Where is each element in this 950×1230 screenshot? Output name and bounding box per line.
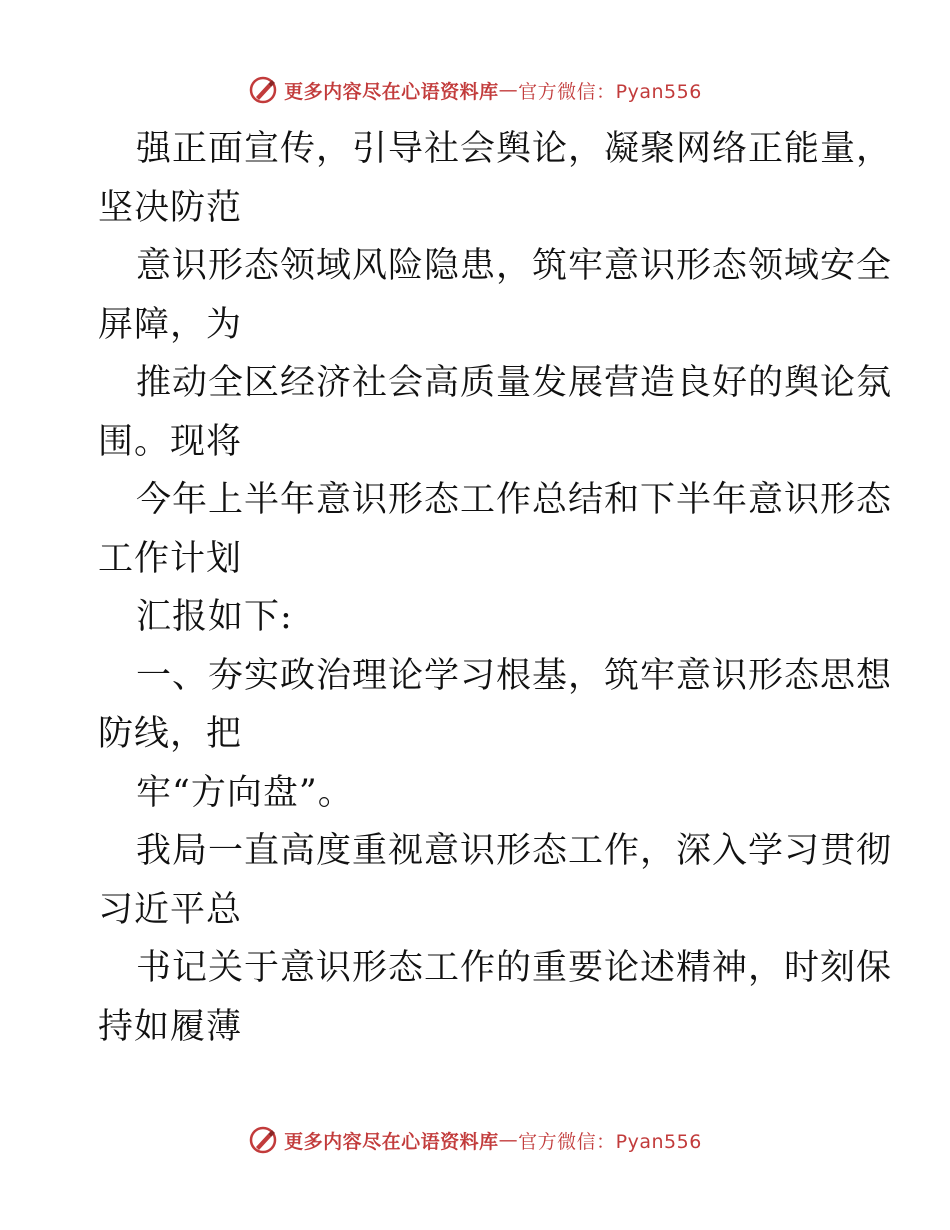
watermark-dash: — [498,1129,519,1151]
text-line: 牢“方向盘”。 [136,772,354,813]
text-line: 推动全区经济社会高质量发展营造良好的舆论氛 [136,363,893,403]
text-line: 今年上半年意识形态工作总结和下半年意识形态 [136,480,893,520]
text-line: 一、夯实政治理论学习根基，筑牢意识形态思想 [136,655,893,696]
pen-logo-icon [248,1125,278,1155]
text-line: 坚决防范 [98,187,243,228]
watermark-dash: — [498,79,519,101]
text-line: 意识形态领域风险隐患，筑牢意识形态领域安全 [136,246,893,286]
text-line: 我局一直高度重视意识形态工作，深入学习贯彻 [136,831,893,871]
text-line: 屏障，为 [98,304,243,345]
text-line: 工作计划 [98,538,243,579]
text-line: 习近平总 [98,889,243,930]
document-body [98,120,893,1056]
watermark-main-text: 更多内容尽在心语资料库 [284,1130,499,1153]
watermark-wechat-text: 官方微信：Pyan556 [518,1130,702,1153]
text-line: 围。现将 [98,421,243,462]
watermark-main-text: 更多内容尽在心语资料库 [284,80,499,103]
pen-logo-icon [248,75,278,105]
text-line: 书记关于意识形态工作的重要论述精神，时刻保 [136,948,893,988]
watermark-wechat-text: 官方微信：Pyan556 [518,80,702,103]
text-line: 强正面宣传，引导社会舆论，凝聚网络正能量， [136,129,893,169]
text-line: 汇报如下: [136,597,293,637]
footer-watermark [0,1120,950,1160]
text-line: 持如履薄 [98,1006,243,1047]
header-watermark [0,70,950,110]
text-line: 防线，把 [98,714,243,754]
